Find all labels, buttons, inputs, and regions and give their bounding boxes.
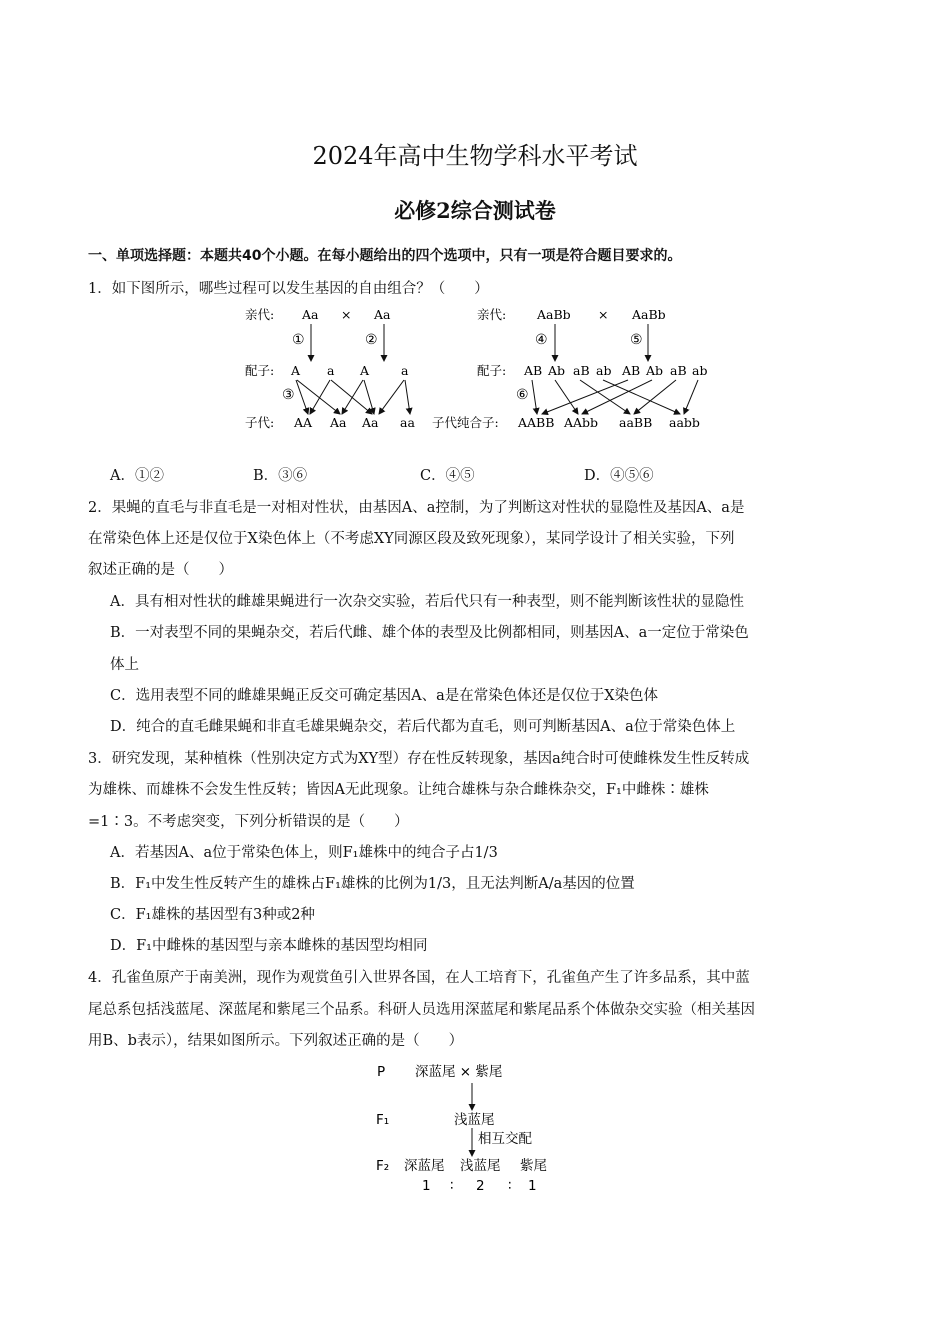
q4-ratio: 2 (476, 1178, 485, 1194)
q1r-gamete: ab (692, 363, 708, 378)
q1l-offspring: Aa (362, 415, 379, 430)
q2-option-b[interactable]: B．一对表型不同的果蝇杂交，若后代雌、雄个体的表型及比例都相同，则基因A、a一定位于常染色 (110, 625, 749, 641)
q4-f1-label: F₁ (376, 1112, 390, 1128)
q4-cross-diagram (370, 1058, 570, 1198)
q2-stem-line: 2．果蝇的直毛与非直毛是一对相对性状，由基因A、a控制，为了判断这对性状的显隐性及基因A、a是 (88, 500, 745, 516)
q4-f2-label: F₂ (376, 1158, 390, 1174)
q1-figure-left (240, 302, 440, 437)
q1l-parent2: Aa (374, 307, 391, 322)
q2-option-d[interactable]: D．纯合的直毛雌果蝇和非直毛雄果蝇杂交，若后代都为直毛，则可判断基因A、a位于常染色体上 (110, 719, 736, 735)
q3-option-c[interactable]: C．F₁雄株的基因型有3种或2种 (110, 907, 315, 923)
q1r-gamete: Ab (646, 363, 664, 378)
q1l-parent1: Aa (302, 307, 319, 322)
q1r-gamete: aB (670, 363, 687, 378)
q1l-gamete: A (291, 363, 301, 378)
q2-option-a[interactable]: A．具有相对性状的雌雄果蝇进行一次杂交实验，若后代只有一种表型，则不能判断该性状的显隐性 (110, 594, 744, 610)
q1l-parent-label: 亲代: (245, 307, 275, 322)
q1r-cross: × (598, 307, 609, 322)
q4-stem-line: 尾总系包括浅蓝尾、深蓝尾和紫尾三个品系。科研人员选用深蓝尾和紫尾品系个体做杂交实验（相关基因 (88, 1002, 755, 1018)
q1l-cross: × (341, 307, 352, 322)
q4-p-label: P (377, 1064, 386, 1080)
q1r-offspring: aabb (669, 415, 700, 430)
q1l-offspring: aa (400, 415, 415, 430)
q1l-gamete-label: 配子: (245, 363, 275, 378)
q1r-gamete: AB (622, 363, 641, 378)
q2-option-c[interactable]: C．选用表型不同的雌雄果蝇正反交可确定基因A、a是在常染色体还是仅位于X染色体 (110, 688, 659, 704)
q4-f2-phenotype: 深蓝尾 (404, 1158, 445, 1174)
q1-option-c[interactable]: C．④⑤ (420, 468, 475, 484)
q1r-gamete: Ab (548, 363, 566, 378)
q1-stem: 1．如下图所示，哪些过程可以发生基因的自由组合？（ ） (88, 281, 489, 297)
q1l-offspring: AA (294, 415, 313, 430)
q4-ratio: 1 (422, 1178, 431, 1194)
q2-option-b-cont: 体上 (110, 657, 139, 673)
section-heading: 一、单项选择题：本题共40个小题。在每小题给出的四个选项中，只有一项是符合题目要求的。 (88, 248, 682, 264)
q1r-gamete: aB (573, 363, 590, 378)
q4-f1: 浅蓝尾 (454, 1112, 495, 1128)
q4-stem-line: 用B、b表示），结果如图所示。下列叙述正确的是（ ） (88, 1033, 464, 1049)
q4-f2-phenotype: 紫尾 (520, 1158, 547, 1174)
q1l-offspring-label: 子代: (245, 415, 275, 430)
q4-stem-line: 4．孔雀鱼原产于南美洲，现作为观赏鱼引入世界各国，在人工培育下，孔雀鱼产生了许多品系，其中蓝 (88, 970, 750, 986)
q1r-step6: ⑥ (516, 387, 529, 403)
q2-stem-line: 在常染色体上还是仅位于X染色体上（不考虑XY同源区段及致死现象），某同学设计了相关实验，下列 (88, 531, 735, 547)
q1r-parent1: AaBb (537, 307, 571, 322)
q1-option-a[interactable]: A．①② (110, 468, 164, 484)
q3-stem-line: =1∶3。不考虑突变，下列分析错误的是（ ） (88, 814, 409, 830)
q1l-gamete: A (360, 363, 370, 378)
q1-option-d[interactable]: D．④⑤⑥ (584, 468, 654, 484)
exam-subtitle: 必修2综合测试卷 (394, 198, 556, 223)
q1-option-b[interactable]: B．③⑥ (253, 468, 308, 484)
q1r-offspring: AAbb (564, 415, 599, 430)
q4-ratio-sep: ∶ (450, 1178, 454, 1194)
exam-title: 2024年高中生物学科水平考试 (312, 142, 638, 170)
q1-figure-right (432, 302, 712, 437)
q1l-step2: ② (365, 332, 378, 348)
q1r-gamete: ab (596, 363, 612, 378)
q1l-offspring: Aa (330, 415, 347, 430)
q4-f2-phenotype: 浅蓝尾 (460, 1158, 501, 1174)
q4-mating: 相互交配 (478, 1131, 532, 1147)
q1l-gamete: a (327, 363, 335, 378)
q4-ratio: 1 (528, 1178, 537, 1194)
q1r-parent2: AaBb (632, 307, 666, 322)
q4-ratio-sep: ∶ (508, 1178, 512, 1194)
q1l-gamete: a (401, 363, 409, 378)
q3-stem-line: 3．研究发现，某种植株（性别决定方式为XY型）存在性反转现象，基因a纯合时可使雌株发生性反转成 (88, 751, 750, 767)
q4-p-cross: 深蓝尾 × 紫尾 (415, 1064, 503, 1080)
q1r-gamete: AB (524, 363, 543, 378)
q3-option-b[interactable]: B．F₁中发生性反转产生的雄株占F₁雄株的比例为1/3，且无法判断A/a基因的位置 (110, 876, 635, 892)
q1r-step4: ④ (535, 332, 548, 348)
q1r-step5: ⑤ (630, 332, 643, 348)
q3-option-a[interactable]: A．若基因A、a位于常染色体上，则F₁雄株中的纯合子占1/3 (110, 845, 498, 861)
q1r-offspring-label: 子代纯合子: (432, 415, 499, 430)
q1r-offspring: AABB (518, 415, 555, 430)
q1r-offspring: aaBB (619, 415, 653, 430)
q3-stem-line: 为雄株、而雄株不会发生性反转；皆因A无此现象。让纯合雄株与杂合雌株杂交，F₁中雌株∶雄株 (88, 782, 709, 798)
q1r-gamete-label: 配子: (477, 363, 507, 378)
q3-option-d[interactable]: D．F₁中雌株的基因型与亲本雌株的基因型均相同 (110, 938, 428, 954)
q1l-step3: ③ (282, 387, 295, 403)
q1l-step1: ① (292, 332, 305, 348)
q2-stem-line: 叙述正确的是（ ） (88, 562, 233, 578)
q1r-parent-label: 亲代: (477, 307, 507, 322)
